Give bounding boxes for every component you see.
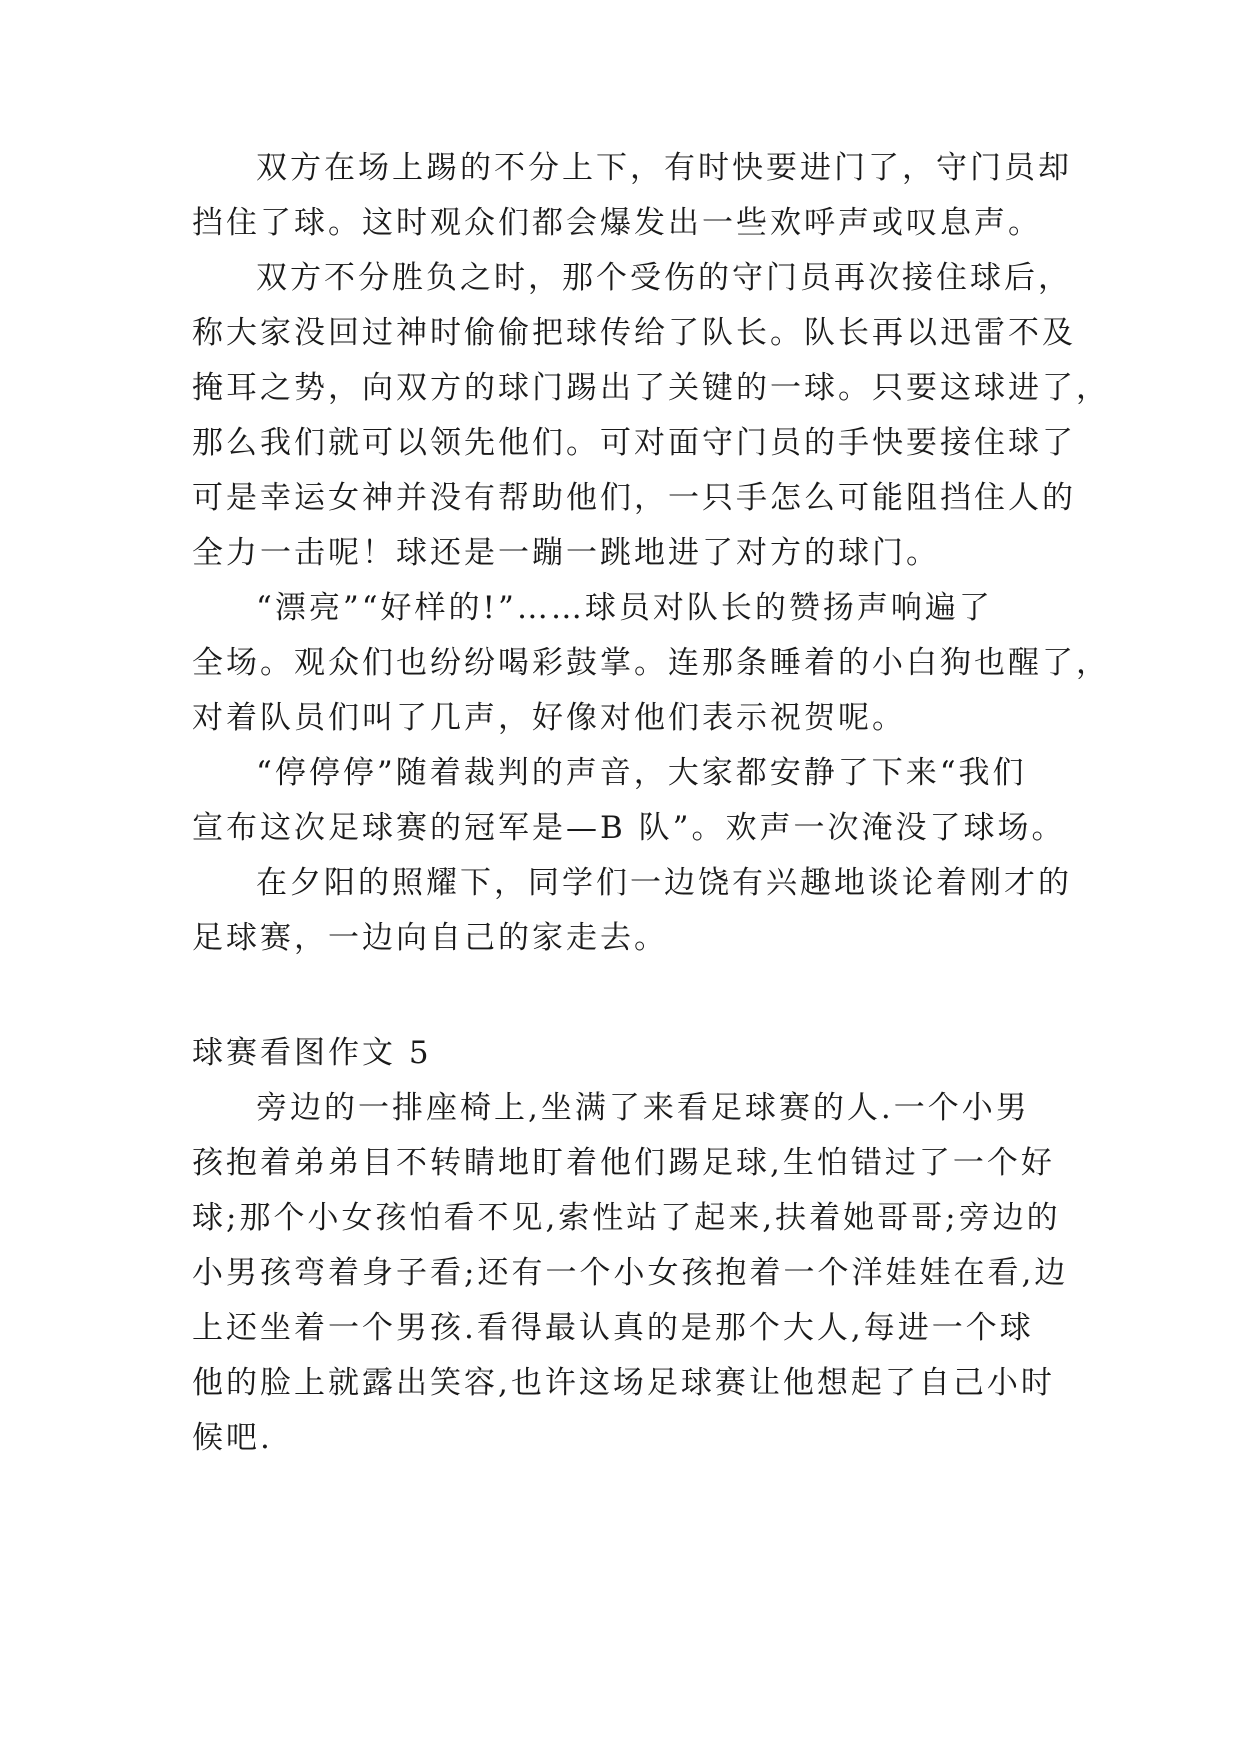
paragraph-line: 挡住了球。这时观众们都会爆发出一些欢呼声或叹息声。 xyxy=(192,205,1042,241)
paragraph-line: 孩抱着弟弟目不转睛地盯着他们踢足球,生怕错过了一个好 xyxy=(192,1145,1055,1181)
paragraph-line: 上还坐着一个男孩.看得最认真的是那个大人,每进一个球 xyxy=(192,1310,1034,1346)
paragraph-line: 足球赛，一边向自己的家走去。 xyxy=(192,920,668,956)
paragraph-line: 小男孩弯着身子看;还有一个小女孩抱着一个洋娃娃在看,边 xyxy=(192,1255,1069,1291)
paragraph-line: 全场。观众们也纷纷喝彩鼓掌。连那条睡着的小白狗也醒了， xyxy=(192,645,1110,681)
paragraph-line: 称大家没回过神时偷偷把球传给了队长。队长再以迅雷不及 xyxy=(192,315,1076,351)
paragraph-line: 那么我们就可以领先他们。可对面守门员的手快要接住球了 xyxy=(192,425,1076,461)
paragraph-line: 候吧. xyxy=(192,1420,273,1456)
paragraph-line: 宣布这次足球赛的冠军是—B 队”。欢声一次淹没了球场。 xyxy=(192,810,1066,846)
paragraph-line: 双方在场上踢的不分上下，有时快要进门了，守门员却 xyxy=(256,150,1072,186)
paragraph-line: 球;那个小女孩怕看不见,索性站了起来,扶着她哥哥;旁边的 xyxy=(192,1200,1061,1236)
paragraph-line: 掩耳之势，向双方的球门踢出了关键的一球。只要这球进了， xyxy=(192,370,1110,406)
paragraph-line: “停停停”随着裁判的声音，大家都安静了下来“我们 xyxy=(256,755,1027,791)
paragraph-line: “漂亮”“好样的!”……球员对队长的赞扬声响遍了 xyxy=(256,590,993,626)
paragraph-line: 旁边的一排座椅上,坐满了来看足球赛的人.一个小男 xyxy=(256,1090,1030,1126)
paragraph-line: 全力一击呢！球还是一蹦一跳地进了对方的球门。 xyxy=(192,535,940,571)
paragraph-line: 可是幸运女神并没有帮助他们，一只手怎么可能阻挡住人的 xyxy=(192,480,1076,516)
paragraph-line: 在夕阳的照耀下，同学们一边饶有兴趣地谈论着刚才的 xyxy=(256,865,1072,901)
paragraph-line: 双方不分胜负之时，那个受伤的守门员再次接住球后， xyxy=(256,260,1072,296)
paragraph-line: 对着队员们叫了几声，好像对他们表示祝贺呢。 xyxy=(192,700,906,736)
section-title: 球赛看图作文 5 xyxy=(192,1035,432,1071)
paragraph-line: 他的脸上就露出笑容,也许这场足球赛让他想起了自己小时 xyxy=(192,1365,1055,1401)
